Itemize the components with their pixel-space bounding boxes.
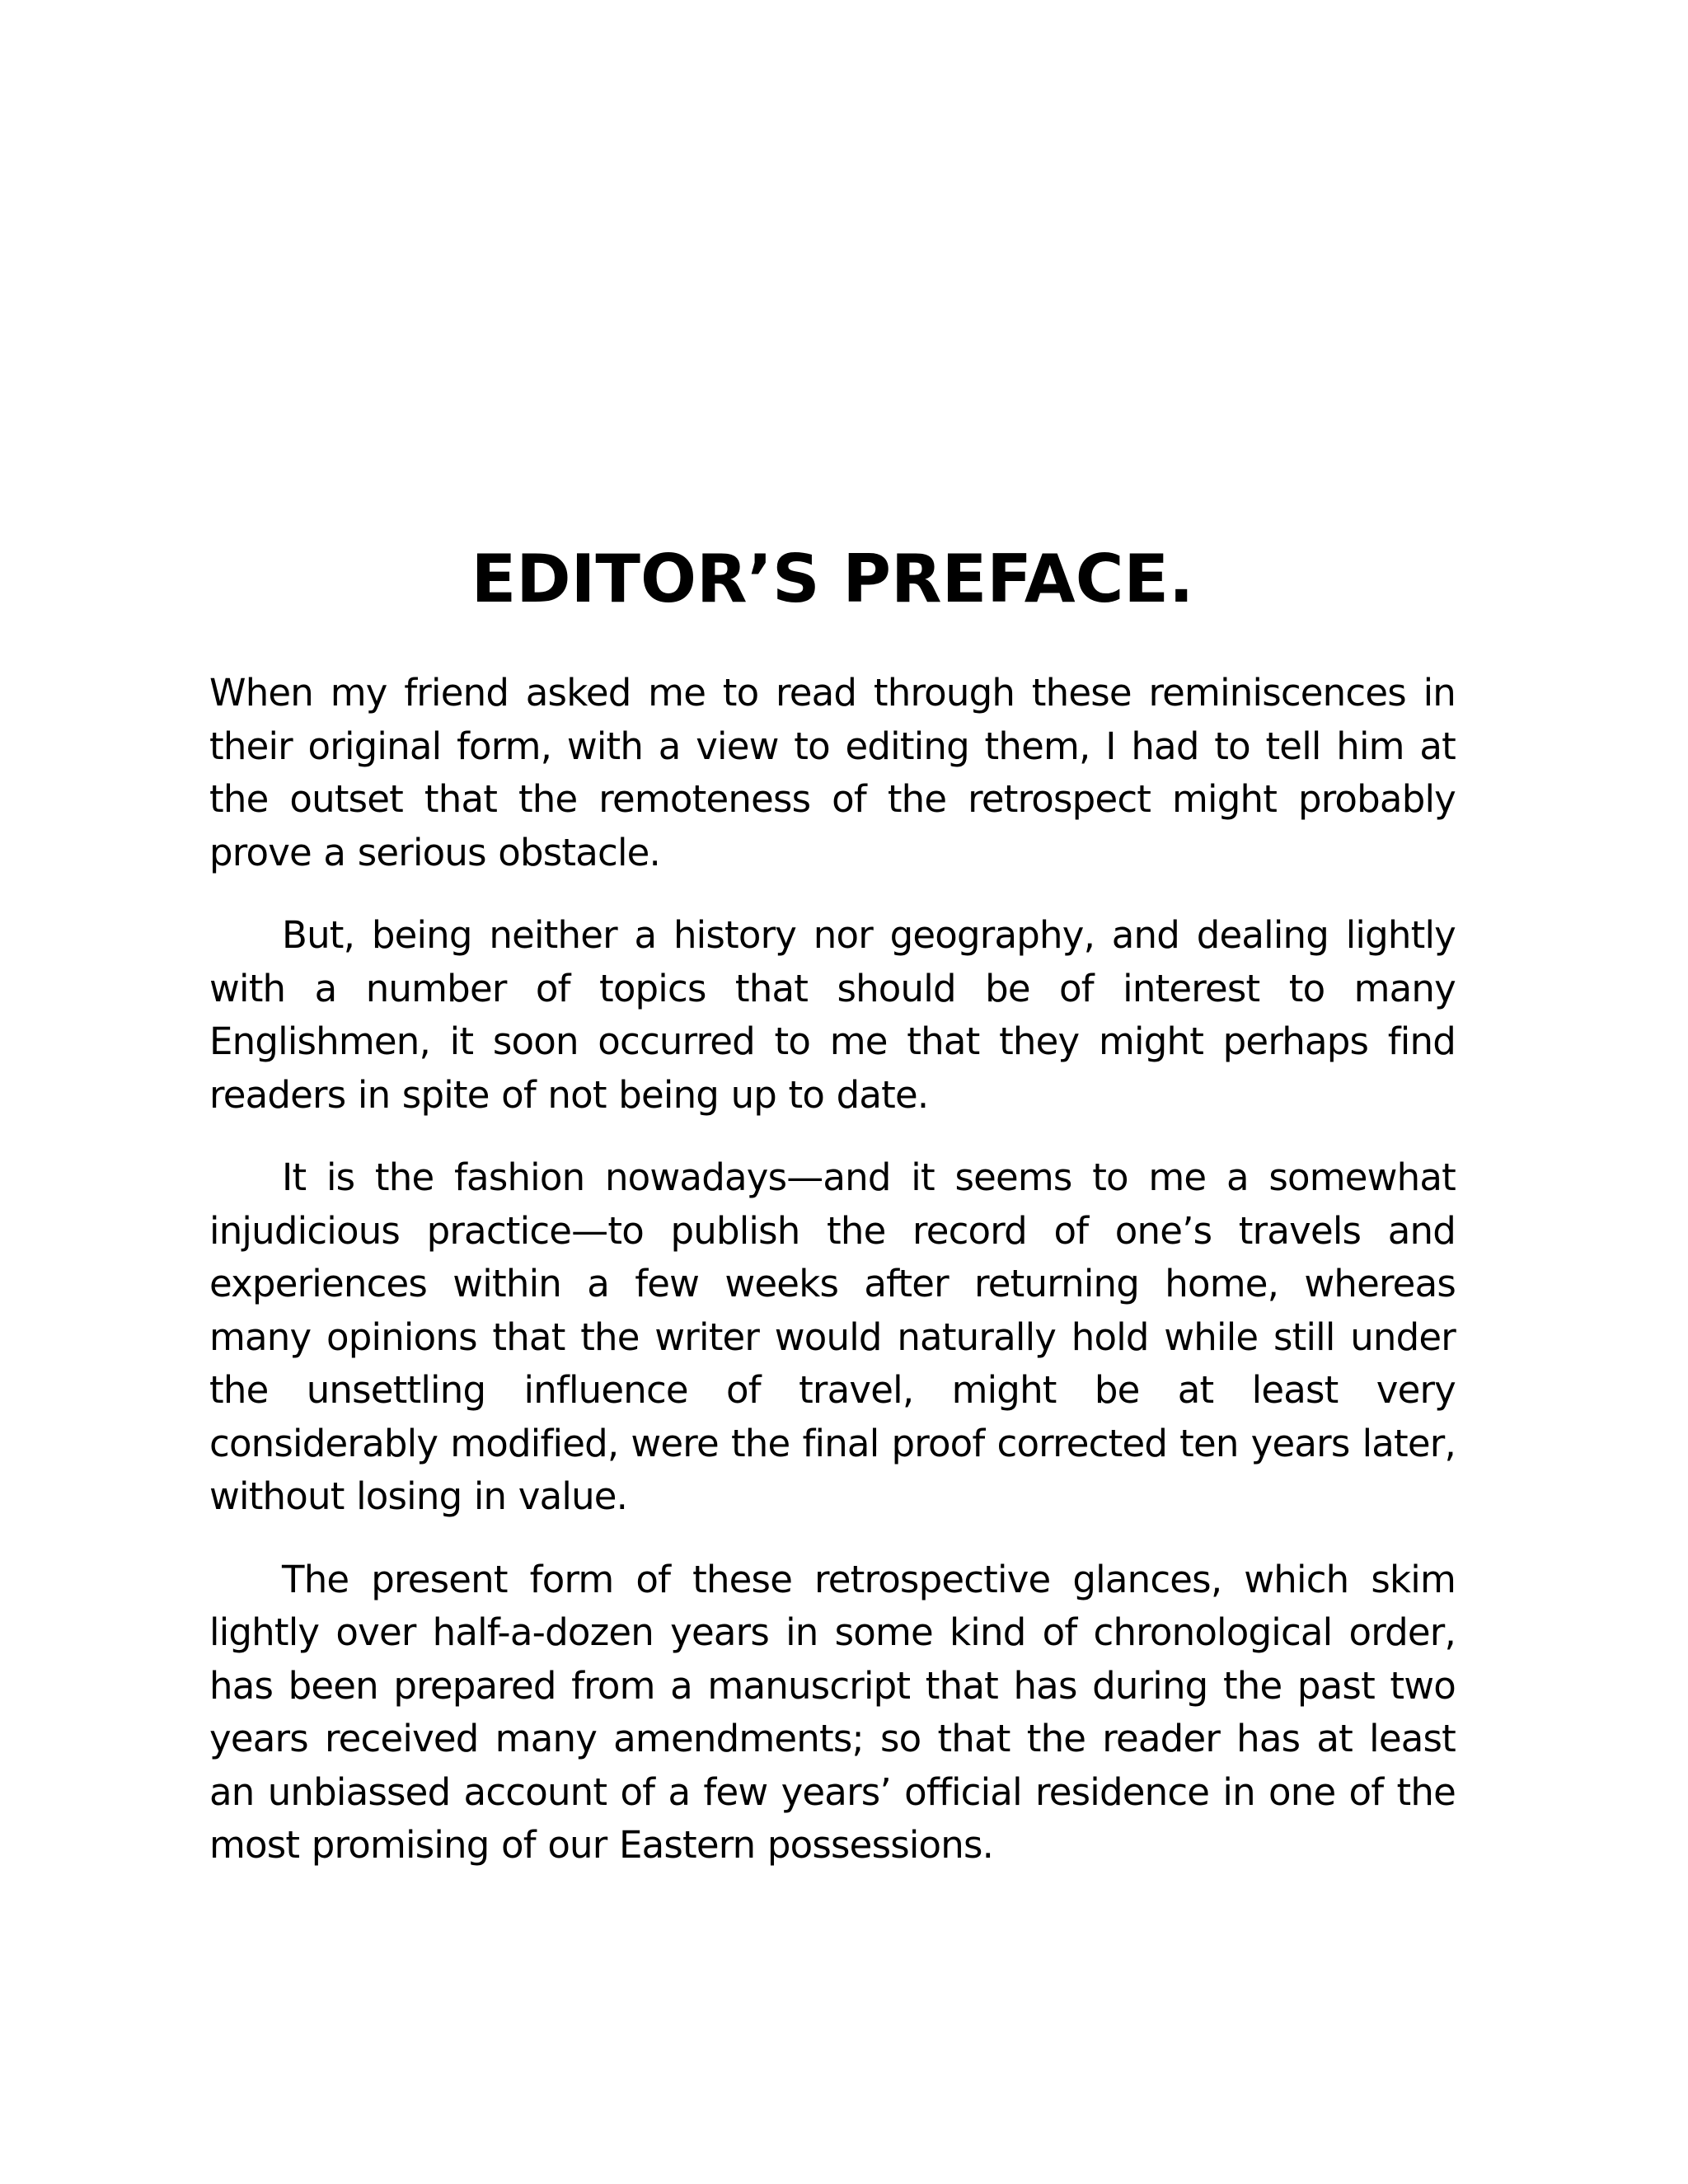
paragraph-2: But, being neither a history nor geography, and dealing lightly with a number of topics that should be of interest to many Englishmen, it soon occurred to me that they might perhaps find readers in spite of not being up to date. xyxy=(209,913,1456,1117)
paragraph-3: It is the fashion nowadays—and it seems to me a somewhat injudicious practice—to publish the record of one’s travels and experiences within a few weeks after returning home, whereas many opinions that the writer would naturally hold while still under the unsettling influence of travel, might be at least very considerably modified, were the final proof corrected ten years later, without losing in value. xyxy=(209,1155,1456,1518)
document-page xyxy=(209,540,1456,1902)
page-title: EDITOR’S PREFACE. xyxy=(471,541,1194,617)
paragraph-4: The present form of these retrospective glances, which skim lightly over half-a-dozen years in some kind of chronological order, has been prepared from a manuscript that has during the past two years received many amendments; so that the reader has at least an unbiassed account of a few years’ official residence in one of the most promising of our Eastern possessions. xyxy=(209,1557,1456,1867)
paragraph-1: When my friend asked me to read through these reminiscences in their original form, with a view to editing them, I had to tell him at the outset that the remoteness of the retrospect might probably prove a serious obstacle. xyxy=(209,671,1456,874)
